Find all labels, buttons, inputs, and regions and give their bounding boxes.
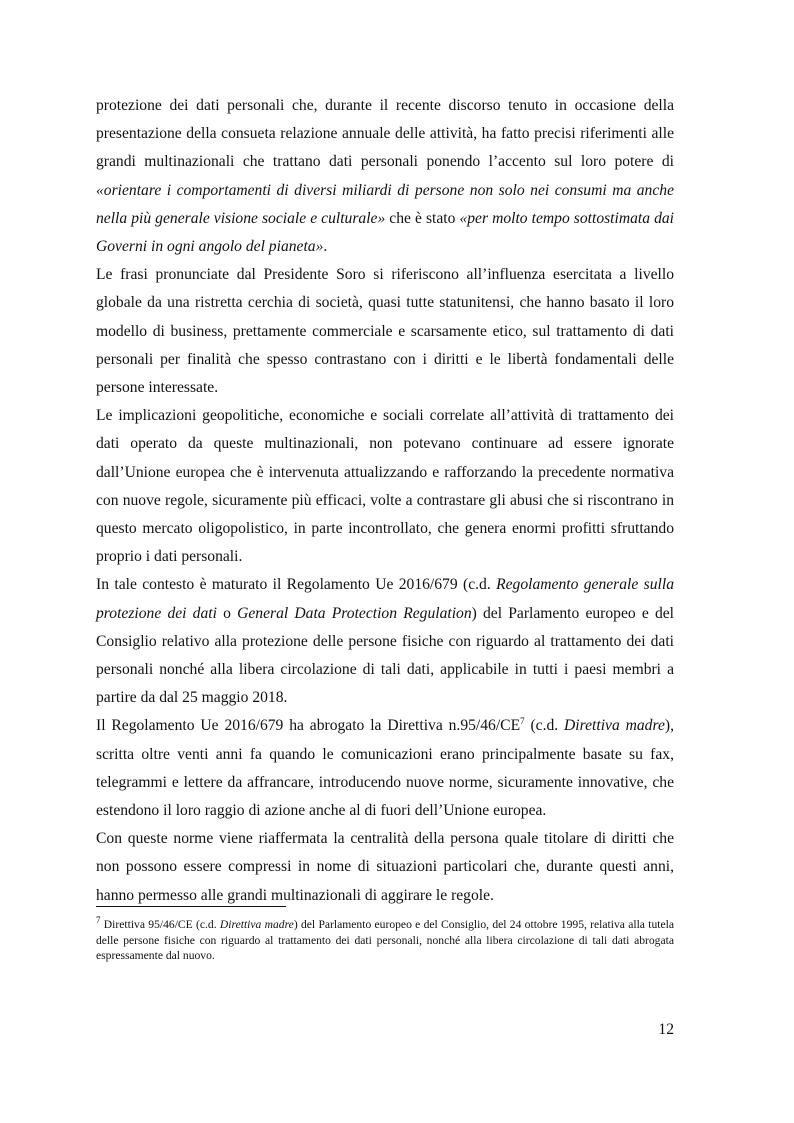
paragraph-gdpr-speech <box>96 92 674 261</box>
text-segment: ), scritta oltre venti anni fa quando le comunicazioni erano principalmente basate su fax, telegrammi e lettere da affrancare, introducendo nuove norme, sicuramente innovative, che estendono il loro raggio di azione anche al di fuori dell’Unione europea. <box>96 717 674 820</box>
text-segment: protezione dei dati personali che, durante il recente discorso tenuto in occasione della presentazione della consueta relazione annuale delle attività, ha fatto precisi riferimenti alle grandi multinazionali che trattano dati personali ponendo l’accento sul loro potere di <box>96 97 674 171</box>
text-segment: In tale contesto è maturato il Regolamento Ue 2016/679 (c.d. <box>96 576 497 594</box>
text-segment: ) del Parlamento europeo e del Consiglio relativo alla protezione delle persone fisiche con riguardo al trattamento dei dati personali nonché alla libera circolazione di tali dati, applicabile in tutti i paesi membri a partire da dal 25 maggio 2018. <box>96 604 675 707</box>
body-text <box>96 92 674 910</box>
italic-text-segment: Direttiva madre <box>564 717 665 735</box>
text-segment: (c.d. <box>524 717 565 735</box>
italic-text-segment: Regolamento generale sulla protezione dei dati <box>96 576 674 622</box>
footnote-7 <box>96 917 674 964</box>
text-segment: ) del Parlamento europeo e del Consiglio, del 24 ottobre 1995, relativa alla tutela delle persone fisiche con riguardo al trattamento dei dati personali, nonché alla libera circolazione di tali dati abrogata espressamente dal nuovo. <box>96 918 674 963</box>
footnote-separator <box>96 906 286 907</box>
text-segment: . <box>323 238 328 256</box>
paragraph-directive-repeal <box>96 712 674 825</box>
italic-text-segment: «orientare i comportamenti di diversi miliardi di persone non solo nei consumi ma anche nella più generale visione sociale e culturale» <box>96 181 674 227</box>
italic-text-segment: Direttiva madre <box>219 918 294 931</box>
paragraph-regulation-context <box>96 571 674 712</box>
text-segment: Le frasi pronunciate dal Presidente Soro si riferiscono all’influenza esercitata a livello globale da una ristretta cerchia di società, quasi tutte statunitensi, che hanno basato il loro modello di business, prettamente commerciale e scarsamente etico, sul trattamento di dati personali per finalità che spesso contrastano con i diritti e le libertà fondamentali delle persone interessate. <box>96 266 674 397</box>
italic-text-segment: «per molto tempo sottostimata dai Governi in ogni angolo del pianeta» <box>96 209 675 256</box>
paragraph-person-centrality <box>96 825 674 910</box>
text-segment: Il Regolamento Ue 2016/679 ha abrogato la Direttiva n.95/46/CE <box>96 717 521 735</box>
paragraph-soro-influence <box>96 261 674 402</box>
text-segment: Le implicazioni geopolitiche, economiche e sociali correlate all’attività di trattamento dei dati operato da queste multinazionali, non potevano continuare ad essere ignorate dall’Unione europea che è intervenuta attualizzando e rafforzando la precedente normativa con nuove regole, sicuramente più efficaci, volte a contrastare gli abusi che si riscontrano in questo mercato oligopolistico, in parte incontrollato, che genera enormi profitti sfruttando proprio i dati personali. <box>96 407 674 566</box>
italic-text-segment: General Data Protection Regulation <box>237 604 472 622</box>
text-segment: Direttiva 95/46/CE (c.d. <box>100 918 220 931</box>
text-segment: Con queste norme viene riaffermata la centralità della persona quale titolare di diritti che non possono essere compressi in nome di situazioni particolari che, durante questi anni, hanno permesso alle grandi multinazionali di aggirare le regole. <box>96 830 674 904</box>
footnote-marker: 7 <box>520 716 525 727</box>
text-segment: o <box>216 604 238 622</box>
footnote-marker: 7 <box>96 915 101 926</box>
paragraph-geopolitical-implications <box>96 402 674 571</box>
text-segment: che è stato <box>385 209 460 227</box>
page-number: 12 <box>658 1021 674 1038</box>
